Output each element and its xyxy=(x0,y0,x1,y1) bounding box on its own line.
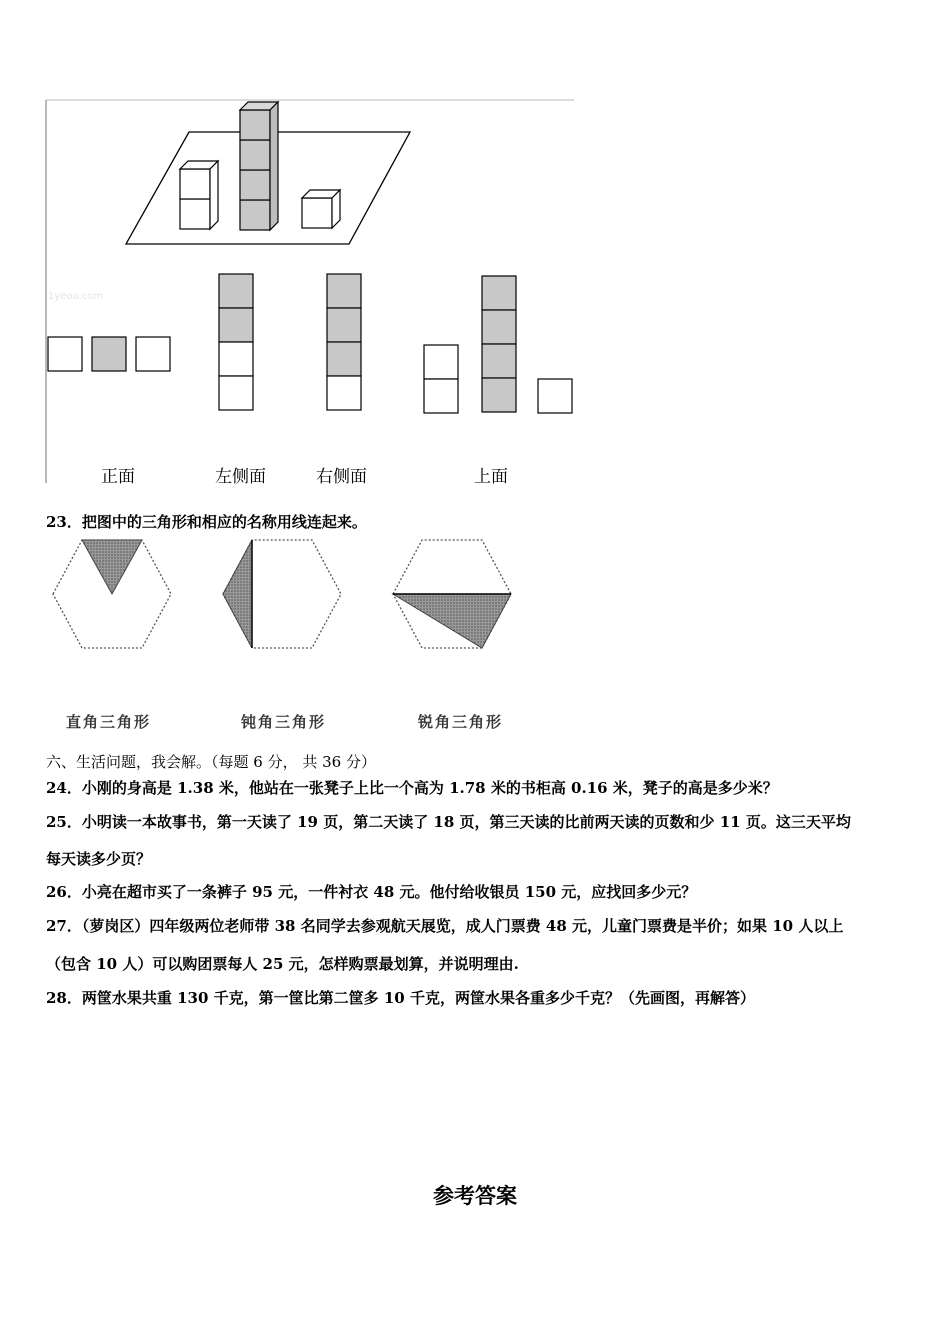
question-23: 23．把图中的三角形和相应的名称用线连起来。 xyxy=(46,513,367,531)
question-25-line-1: 25．小明读一本故事书，第一天读了 19 页，第二天读了 18 页，第三天读的比前两天读的页数和少 11 页。这三天平均 xyxy=(46,813,851,831)
view-left xyxy=(219,274,253,410)
cube-figure-svg xyxy=(44,98,576,488)
view-label-right: 右侧面 xyxy=(316,467,367,487)
answer-heading: 参考答案 xyxy=(433,1183,517,1208)
right-triangle-shaded xyxy=(393,594,511,648)
label-obtuse-triangle: 钝角三角形 xyxy=(241,713,327,731)
view-label-front: 正面 xyxy=(101,467,135,487)
cube-stack-2 xyxy=(180,161,218,229)
question-28: 28．两筐水果共重 130 千克，第一筐比第二筐多 10 千克，两筐水果各重多少千克？（先画图，再解答） xyxy=(46,989,755,1007)
view-label-left: 左侧面 xyxy=(215,467,266,487)
label-right-triangle: 直角三角形 xyxy=(66,713,152,731)
watermark: 1yeoo.com xyxy=(48,291,104,302)
hexagon-1 xyxy=(53,540,171,648)
acute-triangle-shaded xyxy=(82,540,142,594)
view-right xyxy=(327,274,361,410)
question-26: 26．小亮在超市买了一条裤子 95 元，一件衬衣 48 元。他付给收银员 150 元，应找回多少元？ xyxy=(46,883,697,901)
hexagon-triangles-figure xyxy=(48,536,528,656)
cube-views-figure xyxy=(44,98,576,488)
obtuse-triangle-shaded xyxy=(223,540,252,648)
label-acute-triangle: 锐角三角形 xyxy=(418,713,504,731)
cube-stack-4 xyxy=(240,102,278,230)
question-27-line-2: （包含 10 人）可以购团票每人 25 元，怎样购票最划算，并说明理由. xyxy=(46,955,519,973)
view-top xyxy=(424,276,572,413)
question-27-line-1: 27．（萝岗区）四年级两位老师带 38 名同学去参观航天展览，成人门票费 48 元，儿童门票费是半价；如果 10 人以上 xyxy=(46,917,844,935)
hexagon-2 xyxy=(223,540,341,648)
section-6-title: 六、生活问题，我会解。（每题 6 分， 共 36 分） xyxy=(46,753,376,771)
hexagons-svg xyxy=(48,536,528,656)
question-25-line-2: 每天读多少页？ xyxy=(46,850,152,868)
question-24: 24．小刚的身高是 1.38 米，他站在一张凳子上比一个高为 1.78 米的书柜高 0.16 米，凳子的高是多少米？ xyxy=(46,779,778,797)
hexagon-3 xyxy=(393,540,511,648)
cube-single xyxy=(302,190,340,228)
view-front xyxy=(48,337,170,371)
view-label-top: 上面 xyxy=(474,467,508,487)
